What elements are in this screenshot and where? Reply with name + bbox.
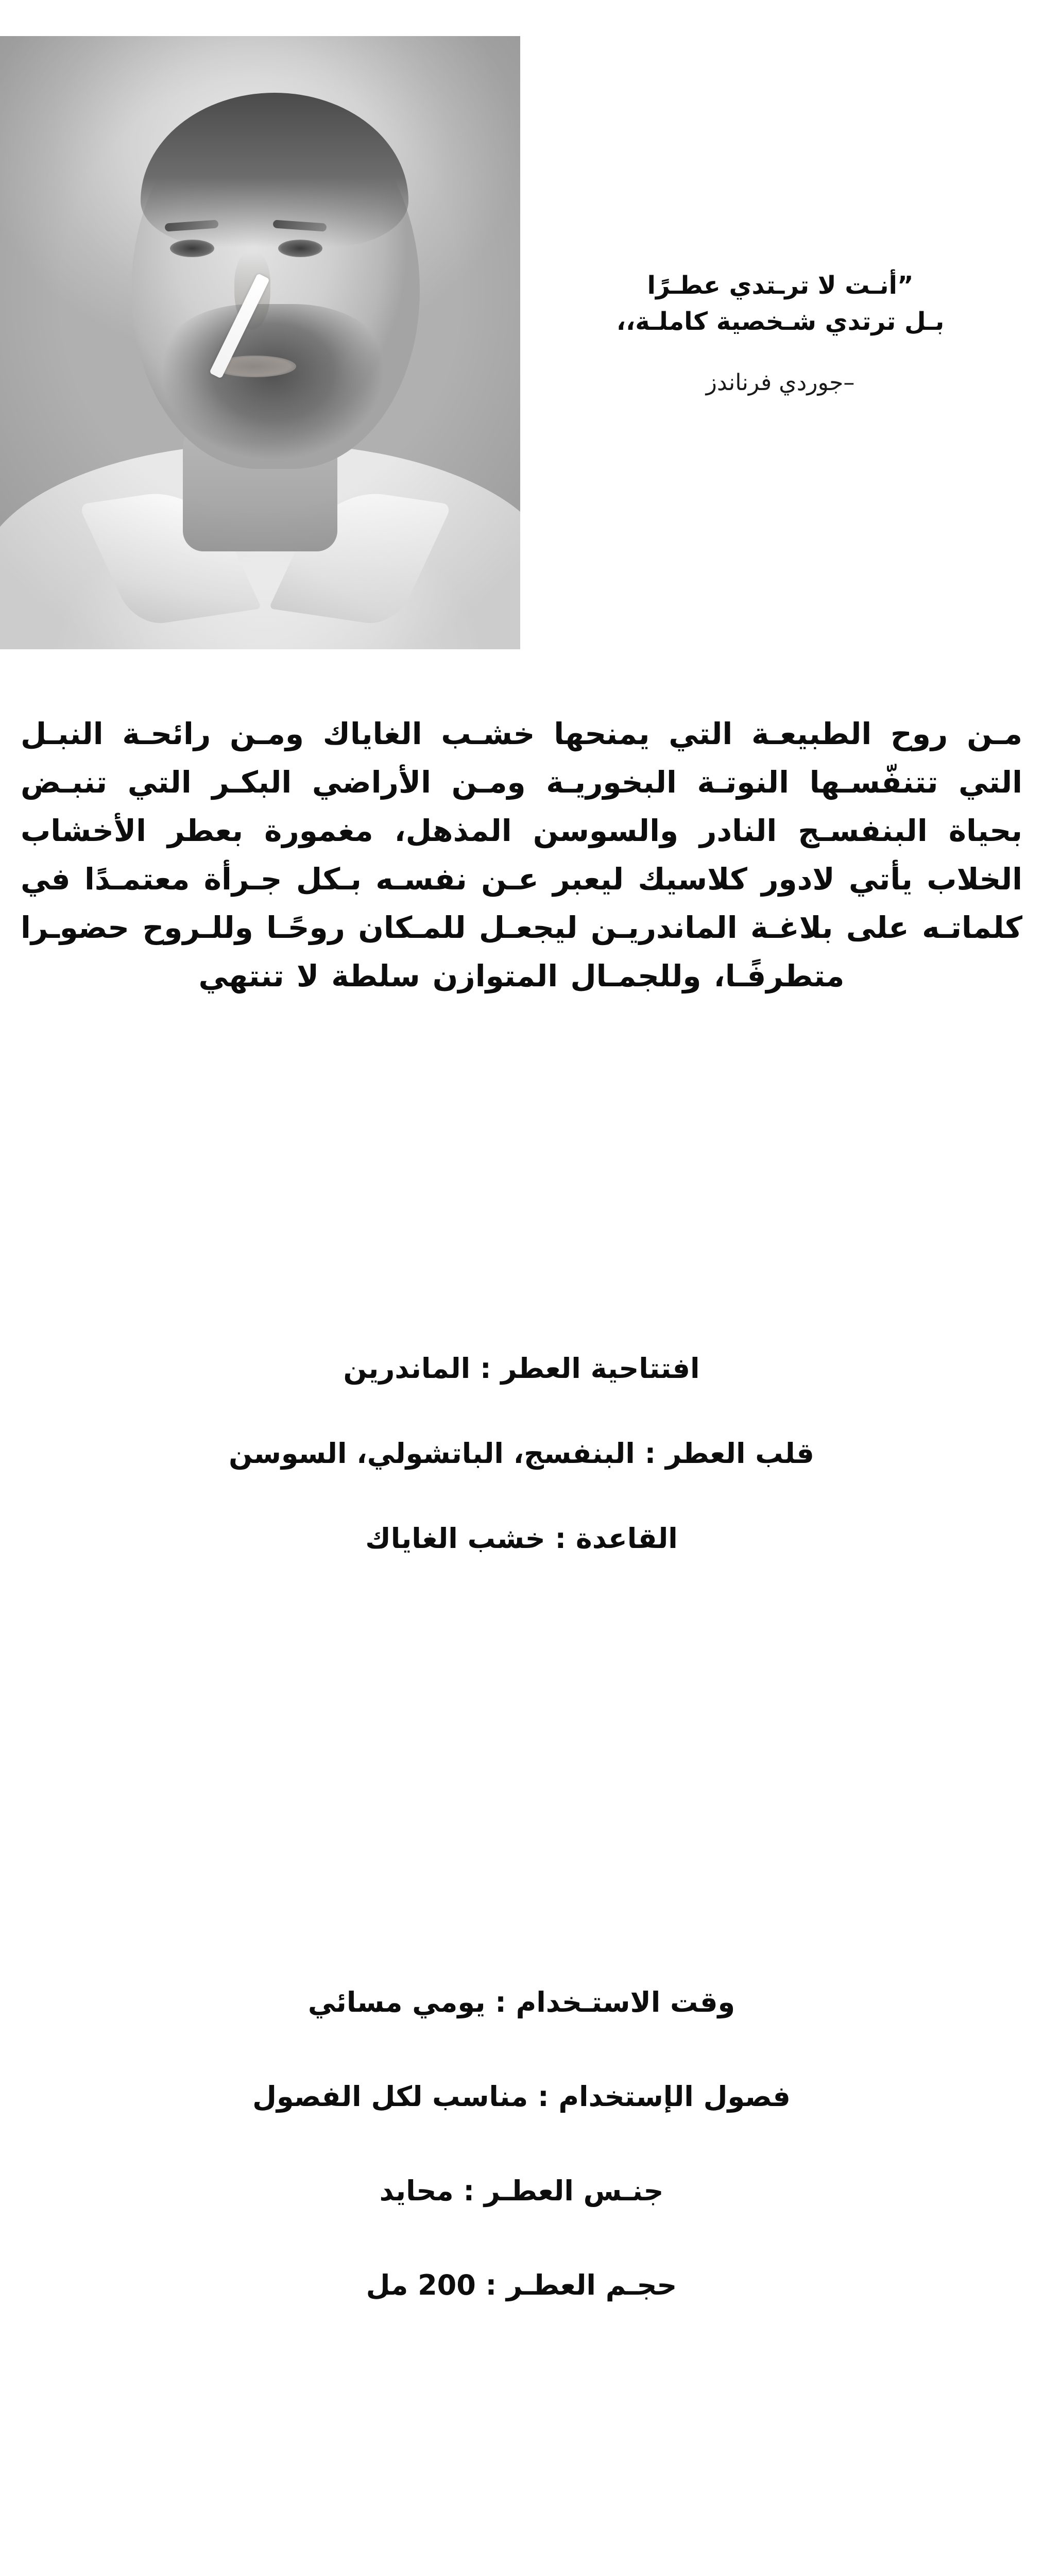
- description-paragraph: مـن روح الطبيعـة التي يمنحها خشـب الغاياك ومـن رائحـة النبـل التي تتنفّسـها النوتـة البخوريـة ومـن الأراضي البكـر التي تنبـض بحياة البنفسـج النادر والسوسن المذهل، مغمورة بعطر الأخشاب الخلاب يأتي لادور كلاسيك ليعبر عـن نفسـه بـكل جـرأة معتمـدًا في كلماتـه على بلاغـة الماندريـن ليجعـل للمـكان روحًـا وللـروح حضوـرا متطرفًـا، وللجمـال المتوازن سلطة لا تنتهي: [21, 716, 1022, 994]
- spec-value: مناسب لكل الفصول: [252, 2080, 528, 2113]
- spec-value: 200 مل: [366, 2268, 476, 2301]
- spec-row: [21, 1984, 1022, 2022]
- spec-row: [21, 2078, 1022, 2116]
- note-row: [21, 1350, 1022, 1388]
- fragrance-notes-section: [21, 1350, 1022, 1605]
- hero-section: [0, 0, 1043, 654]
- spec-label: فصول الإستخدام :: [528, 2080, 791, 2113]
- note-value: البنفسج، الباتشولي، السوسن: [229, 1437, 635, 1470]
- quote-line-2: بـل ترتدي شـخصية كاملـة،،: [616, 307, 945, 336]
- quote-line-1: ”أنـت لا ترـتدي عطـرًا: [647, 271, 914, 300]
- note-value: خشب الغاياك: [365, 1522, 545, 1555]
- quote-block: [549, 268, 1012, 396]
- spec-label: جنـس العطـر :: [453, 2174, 664, 2207]
- spec-row: [21, 2173, 1022, 2210]
- spec-value: يومي مسائي: [307, 1986, 486, 2018]
- description-section: [21, 680, 1022, 1031]
- spec-label: حجـم العطـر :: [475, 2268, 677, 2301]
- spec-value: محايد: [379, 2174, 454, 2207]
- quote-author: –جوردي فرناندز: [706, 369, 855, 396]
- note-label: القاعدة :: [545, 1522, 678, 1555]
- note-label: قلب العطر :: [635, 1437, 814, 1470]
- portrait-photo: [0, 36, 520, 649]
- spec-row: [21, 2267, 1022, 2304]
- note-row: [21, 1520, 1022, 1558]
- note-row: [21, 1435, 1022, 1473]
- specifications-section: [21, 1984, 1022, 2361]
- spec-label: وقت الاستـخدام :: [485, 1986, 736, 2018]
- note-label: افتتاحية العطر :: [470, 1352, 700, 1385]
- photo-vignette: [0, 36, 520, 649]
- note-value: الماندرين: [343, 1352, 471, 1385]
